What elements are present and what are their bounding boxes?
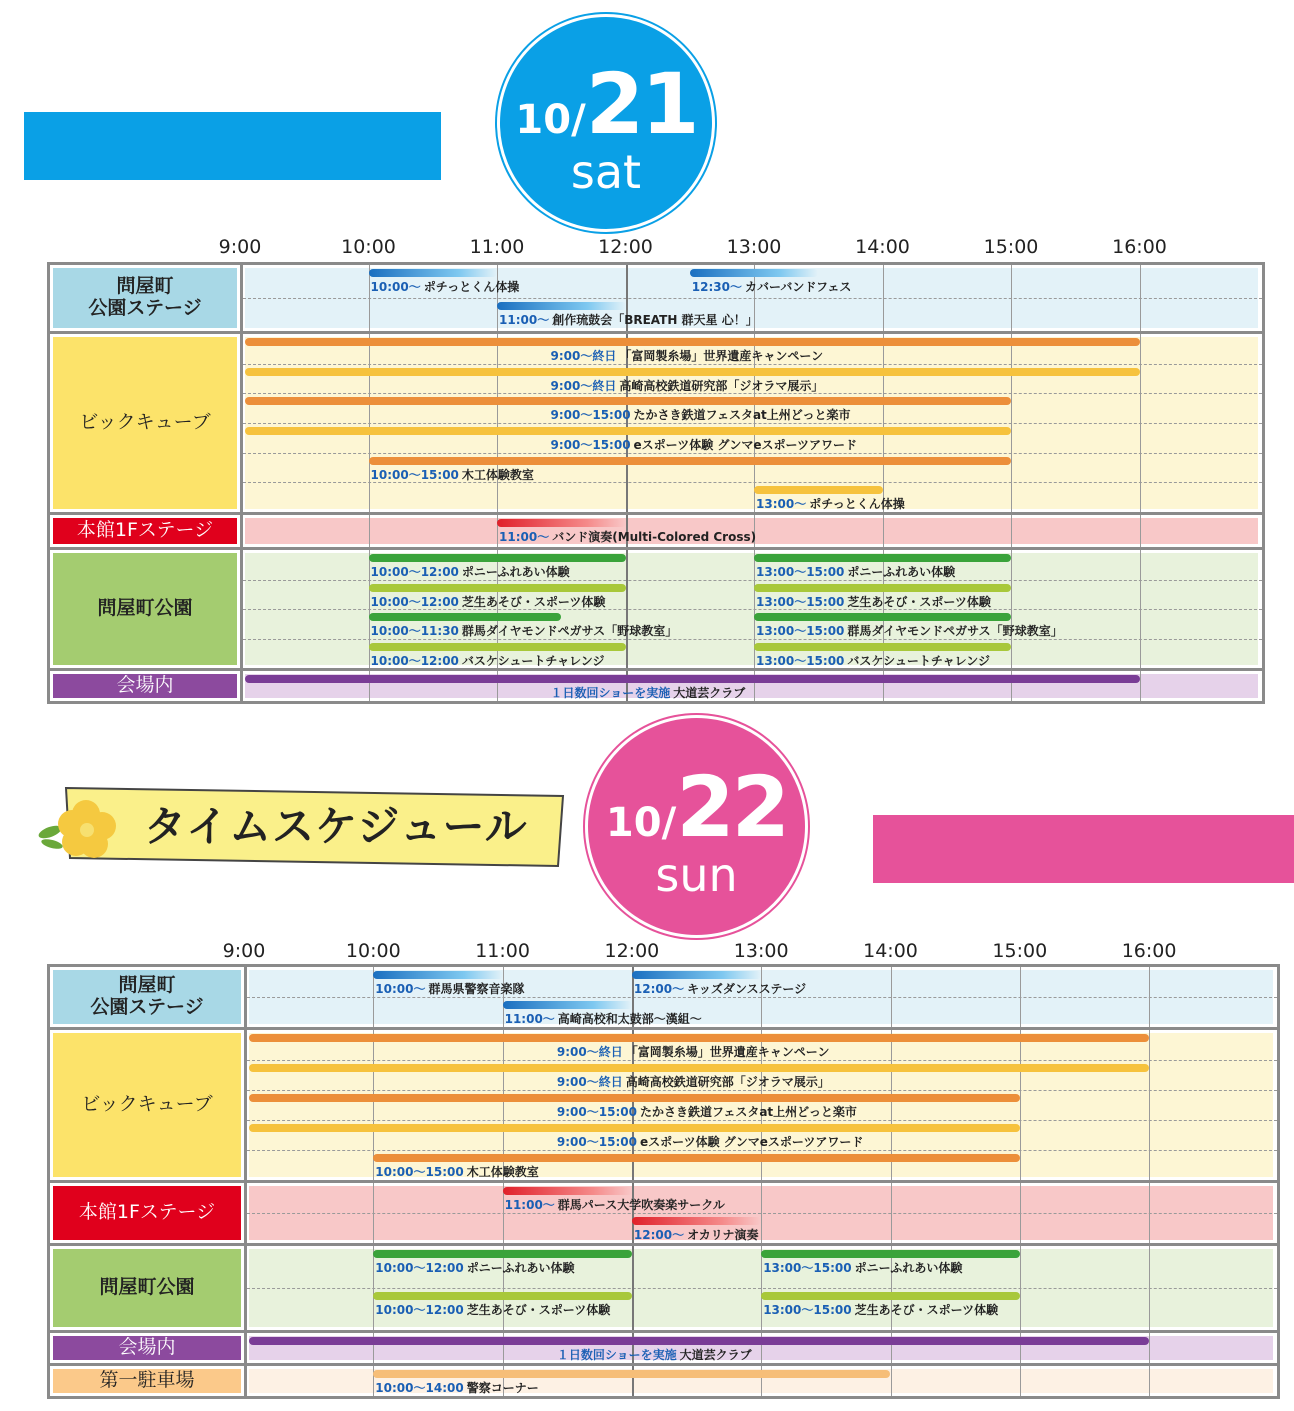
event-time: 11:00～ [504, 1012, 555, 1026]
event-label [499, 311, 758, 328]
time-schedule-banner [58, 782, 568, 870]
event-bar [503, 1187, 632, 1195]
hour-gridline [1020, 1366, 1021, 1396]
event-bar [497, 302, 626, 310]
event-title: 大道芸クラブ [673, 686, 746, 700]
event-bar [373, 1250, 632, 1258]
hour-gridline [626, 550, 628, 668]
event-time: 13:00～15:00 [756, 565, 845, 579]
event-label [634, 980, 806, 997]
event-bar [249, 1034, 1149, 1042]
event-label [692, 278, 852, 295]
date-month: 10/ [515, 97, 586, 143]
event-bar [249, 1124, 1020, 1132]
row-separator [47, 547, 1265, 550]
event-label [551, 684, 746, 701]
event-time: 10:00～12:00 [375, 1261, 464, 1275]
event-bar [497, 519, 626, 527]
date-weekday: sat [570, 145, 642, 199]
hour-gridline [1020, 967, 1021, 1027]
hour-gridline [1020, 1030, 1021, 1180]
event-bar [373, 1154, 1020, 1162]
event-bar [754, 584, 1011, 592]
event-bar [761, 1292, 1020, 1300]
hour-gridline [1149, 1183, 1150, 1243]
pink-header-bar [873, 815, 1294, 883]
time-label: 9:00 [218, 236, 262, 258]
event-bar [369, 613, 562, 621]
row-label: 第一駐車場 [53, 1369, 241, 1393]
event-bar [373, 1370, 890, 1378]
event-title: eスポーツ体験 グンマeスポーツアワード [639, 1135, 864, 1149]
hour-gridline [891, 1183, 892, 1243]
event-label [756, 652, 990, 669]
event-time: 9:00～15:00 [556, 1105, 637, 1119]
event-title: 創作琉鼓会「BREATH 群天星 心！」 [552, 313, 758, 327]
event-time: 10:00～12:00 [370, 594, 459, 609]
row-label: 会場内 [53, 674, 237, 698]
hour-gridline [761, 1246, 762, 1330]
banner-title: タイムスケジュール [144, 802, 528, 851]
event-title: ポニーふれあい体験 [466, 1261, 575, 1275]
hour-gridline [1020, 1246, 1021, 1330]
hour-gridline [1149, 1366, 1150, 1396]
hour-gridline [1140, 515, 1141, 547]
event-time: 13:00～15:00 [756, 594, 845, 609]
event-title: 芝生あそび・スポーツ体験 [847, 594, 991, 609]
event-bar [369, 643, 626, 651]
hour-gridline [373, 1183, 374, 1243]
row-label: 問屋町 公園ステージ [53, 970, 241, 1024]
event-time: 13:00～15:00 [756, 653, 845, 668]
date-day: 22 [676, 758, 788, 856]
event-title: バスケシュートチャレンジ [847, 653, 990, 668]
event-time: 13:00～15:00 [763, 1261, 852, 1275]
event-bar [249, 1337, 1149, 1345]
event-title: 群馬ダイヤモンドペガサス「野球教室」 [461, 624, 678, 638]
event-label [371, 622, 678, 639]
event-bar [503, 1001, 632, 1009]
event-time: 12:00～ [633, 982, 685, 996]
event-time: 9:00～終日 [550, 378, 617, 393]
event-label [505, 1010, 702, 1027]
event-bar [245, 338, 1140, 346]
event-title: カバーバンドフェス [744, 280, 852, 294]
row-label: 本館1Fステージ [53, 518, 237, 544]
event-label [375, 1379, 538, 1396]
hour-gridline [761, 1183, 762, 1243]
event-label [371, 563, 570, 580]
event-time: 10:00～14:00 [375, 1381, 464, 1395]
hour-gridline [1140, 550, 1141, 668]
event-title: 「富岡製糸場」世界遺産キャンペーン [619, 349, 824, 363]
row-label: 本館1Fステージ [53, 1186, 241, 1240]
event-label [756, 495, 905, 512]
row-label: ビックキューブ [53, 1033, 241, 1177]
event-title: 高崎高校和太鼓部～漢組～ [557, 1012, 702, 1026]
time-label: 14:00 [863, 940, 918, 962]
event-time: 10:00～11:30 [370, 624, 459, 638]
event-label [557, 1133, 864, 1150]
event-label [371, 652, 605, 669]
row-separator [47, 1180, 1280, 1183]
hour-gridline [1149, 967, 1150, 1027]
hour-gridline [369, 334, 370, 512]
event-title: ポチっとくん体操 [809, 497, 905, 512]
row-separator [47, 512, 1265, 515]
hour-gridline [883, 265, 884, 331]
hour-gridline [497, 265, 498, 331]
hour-gridline [1011, 334, 1012, 512]
event-label [375, 1163, 538, 1180]
label-column-separator [240, 262, 243, 704]
event-bar [245, 397, 1011, 405]
event-label [756, 622, 1063, 639]
event-title: キッズダンスステージ [687, 982, 807, 996]
time-label: 9:00 [222, 940, 266, 962]
event-title: 高崎高校鉄道研究部「ジオラマ展示」 [625, 1075, 830, 1089]
event-time: 9:00～終日 [550, 349, 617, 363]
hour-gridline [1149, 1333, 1150, 1363]
hour-gridline [1011, 265, 1012, 331]
event-time: 10:00～ [375, 982, 426, 996]
event-label [551, 406, 851, 423]
event-title: eスポーツ体験 グンマeスポーツアワード [633, 438, 858, 452]
event-label [551, 436, 858, 453]
hour-gridline [369, 550, 370, 668]
time-label: 13:00 [733, 940, 789, 962]
event-title: たかさき鉄道フェスタat上州どっと楽市 [639, 1105, 857, 1119]
event-label [763, 1259, 962, 1276]
event-time: 9:00～終日 [556, 1045, 623, 1059]
row-label: 問屋町公園 [53, 553, 237, 665]
row-label: ビックキューブ [53, 337, 237, 509]
time-label: 15:00 [983, 236, 1039, 258]
time-label: 11:00 [475, 940, 530, 962]
event-time: １日数回ショーを実施 [556, 1348, 677, 1362]
row-separator [47, 1027, 1280, 1030]
hour-gridline [1020, 1183, 1021, 1243]
blue-header-bar [24, 112, 441, 180]
event-label [557, 1103, 857, 1120]
event-title: 群馬県警察音楽隊 [428, 982, 525, 996]
event-time: 10:00～12:00 [370, 565, 459, 579]
event-time: 11:00～ [499, 313, 550, 327]
event-time: １日数回ショーを実施 [550, 686, 671, 700]
event-title: 木工体験教室 [466, 1165, 539, 1179]
event-bar [754, 486, 883, 494]
time-label: 14:00 [855, 236, 910, 258]
time-label: 13:00 [726, 236, 782, 258]
event-title: オカリナ演奏 [687, 1228, 759, 1242]
event-title: 木工体験教室 [461, 467, 534, 482]
event-bar [754, 554, 1011, 562]
time-label: 16:00 [1121, 940, 1177, 962]
event-time: 9:00～15:00 [550, 438, 631, 452]
event-title: ポニーふれあい体験 [854, 1261, 963, 1275]
event-title: 警察コーナー [466, 1381, 539, 1395]
event-title: 芝生あそび・スポーツ体験 [461, 594, 606, 609]
event-bar [369, 269, 498, 277]
hour-gridline [1011, 515, 1012, 547]
event-time: 10:00～12:00 [370, 653, 459, 668]
hour-gridline [891, 967, 892, 1027]
hour-gridline [761, 967, 762, 1027]
hour-gridline [373, 1246, 374, 1330]
event-time: 11:00～ [499, 530, 550, 544]
event-title: 芝生あそび・スポーツ体験 [854, 1303, 999, 1317]
event-bar [373, 971, 502, 979]
event-title: バンド演奏(Multi-Colored Cross) [552, 530, 757, 544]
event-bar [249, 1094, 1020, 1102]
event-bar [369, 457, 1012, 465]
event-time: 12:30～ [691, 280, 742, 294]
date-circle-day2 [585, 715, 808, 938]
hour-gridline [1140, 671, 1141, 701]
time-label: 11:00 [469, 236, 525, 258]
time-label: 12:00 [598, 236, 653, 258]
time-label: 10:00 [341, 236, 396, 258]
event-label [371, 466, 534, 483]
event-bar [245, 427, 1011, 435]
event-time: 11:00～ [504, 1198, 555, 1212]
event-time: 10:00～15:00 [375, 1165, 464, 1179]
time-label: 12:00 [604, 940, 660, 962]
hour-gridline [883, 515, 884, 547]
event-label [375, 1301, 610, 1318]
event-bar [249, 1064, 1149, 1072]
event-label [499, 528, 756, 545]
event-label [756, 563, 955, 580]
event-time: 10:00～15:00 [370, 467, 459, 482]
row-separator [47, 668, 1265, 671]
row-separator [47, 1243, 1280, 1246]
event-label [551, 347, 824, 364]
date-circle-day1 [497, 14, 715, 232]
event-title: 芝生あそび・スポーツ体験 [466, 1303, 611, 1317]
event-time: 12:00～ [633, 1228, 685, 1242]
row-separator [47, 331, 1265, 334]
event-time: 9:00～終日 [556, 1075, 623, 1089]
row-label: 問屋町 公園ステージ [53, 268, 237, 328]
event-label [557, 1346, 752, 1363]
event-title: ポニーふれあい体験 [847, 565, 956, 579]
event-label [557, 1073, 830, 1090]
event-time: 13:00～ [756, 497, 807, 512]
hour-gridline [632, 1246, 634, 1330]
event-title: バスケシュートチャレンジ [461, 653, 605, 668]
event-label [375, 980, 524, 997]
event-title: 高崎高校鉄道研究部「ジオラマ展示」 [619, 378, 824, 393]
hour-gridline [503, 967, 504, 1027]
event-bar [754, 613, 1011, 621]
hour-gridline [1149, 1030, 1150, 1180]
event-label [634, 1226, 759, 1243]
row-label: 問屋町公園 [53, 1249, 241, 1327]
event-label [371, 278, 520, 295]
row-separator [47, 1363, 1280, 1366]
event-time: 13:00～15:00 [763, 1303, 852, 1317]
hour-gridline [369, 515, 370, 547]
time-label: 10:00 [345, 940, 401, 962]
event-label [375, 1259, 574, 1276]
event-time: 10:00～ [370, 280, 421, 294]
event-bar [761, 1250, 1020, 1258]
hour-gridline [883, 334, 884, 512]
event-label [763, 1301, 998, 1318]
event-time: 9:00～15:00 [550, 408, 631, 423]
event-label [371, 593, 606, 610]
hour-gridline [497, 334, 498, 512]
event-bar [632, 971, 761, 979]
event-title: ポチっとくん体操 [423, 280, 520, 294]
hour-gridline [1140, 265, 1141, 331]
time-label: 15:00 [992, 940, 1048, 962]
hour-gridline [1011, 550, 1012, 668]
event-time: 13:00～15:00 [756, 624, 845, 638]
event-bar [373, 1292, 632, 1300]
event-bar [754, 643, 1011, 651]
row-separator [47, 1330, 1280, 1333]
date-day: 21 [585, 55, 697, 153]
date-month: 10/ [605, 800, 677, 846]
event-label [557, 1043, 830, 1060]
date-weekday: sun [655, 848, 738, 902]
event-title: 群馬ダイヤモンドペガサス「野球教室」 [847, 624, 1063, 638]
event-bar [245, 675, 1140, 683]
event-title: 大道芸クラブ [679, 1348, 752, 1362]
time-label: 16:00 [1112, 236, 1167, 258]
lane-divider [243, 298, 1262, 299]
event-title: たかさき鉄道フェスタat上州どっと楽市 [633, 408, 851, 423]
event-bar [369, 554, 626, 562]
event-label [756, 593, 991, 610]
event-bar [245, 368, 1140, 376]
flower-icon [36, 786, 126, 866]
event-label [551, 377, 824, 394]
event-title: ポニーふれあい体験 [461, 565, 570, 579]
event-time: 9:00～15:00 [556, 1135, 637, 1149]
label-column-separator [244, 964, 247, 1399]
event-time: 10:00～12:00 [375, 1303, 464, 1317]
event-bar [690, 269, 819, 277]
hour-gridline [1140, 334, 1141, 512]
event-title: 群馬パース大学吹奏楽サークル [557, 1198, 725, 1212]
event-label [505, 1196, 725, 1213]
row-label: 会場内 [53, 1336, 241, 1360]
hour-gridline [1149, 1246, 1150, 1330]
event-bar [632, 1217, 761, 1225]
event-title: 「富岡製糸場」世界遺産キャンペーン [625, 1045, 830, 1059]
event-bar [369, 584, 626, 592]
hour-gridline [891, 1366, 892, 1396]
